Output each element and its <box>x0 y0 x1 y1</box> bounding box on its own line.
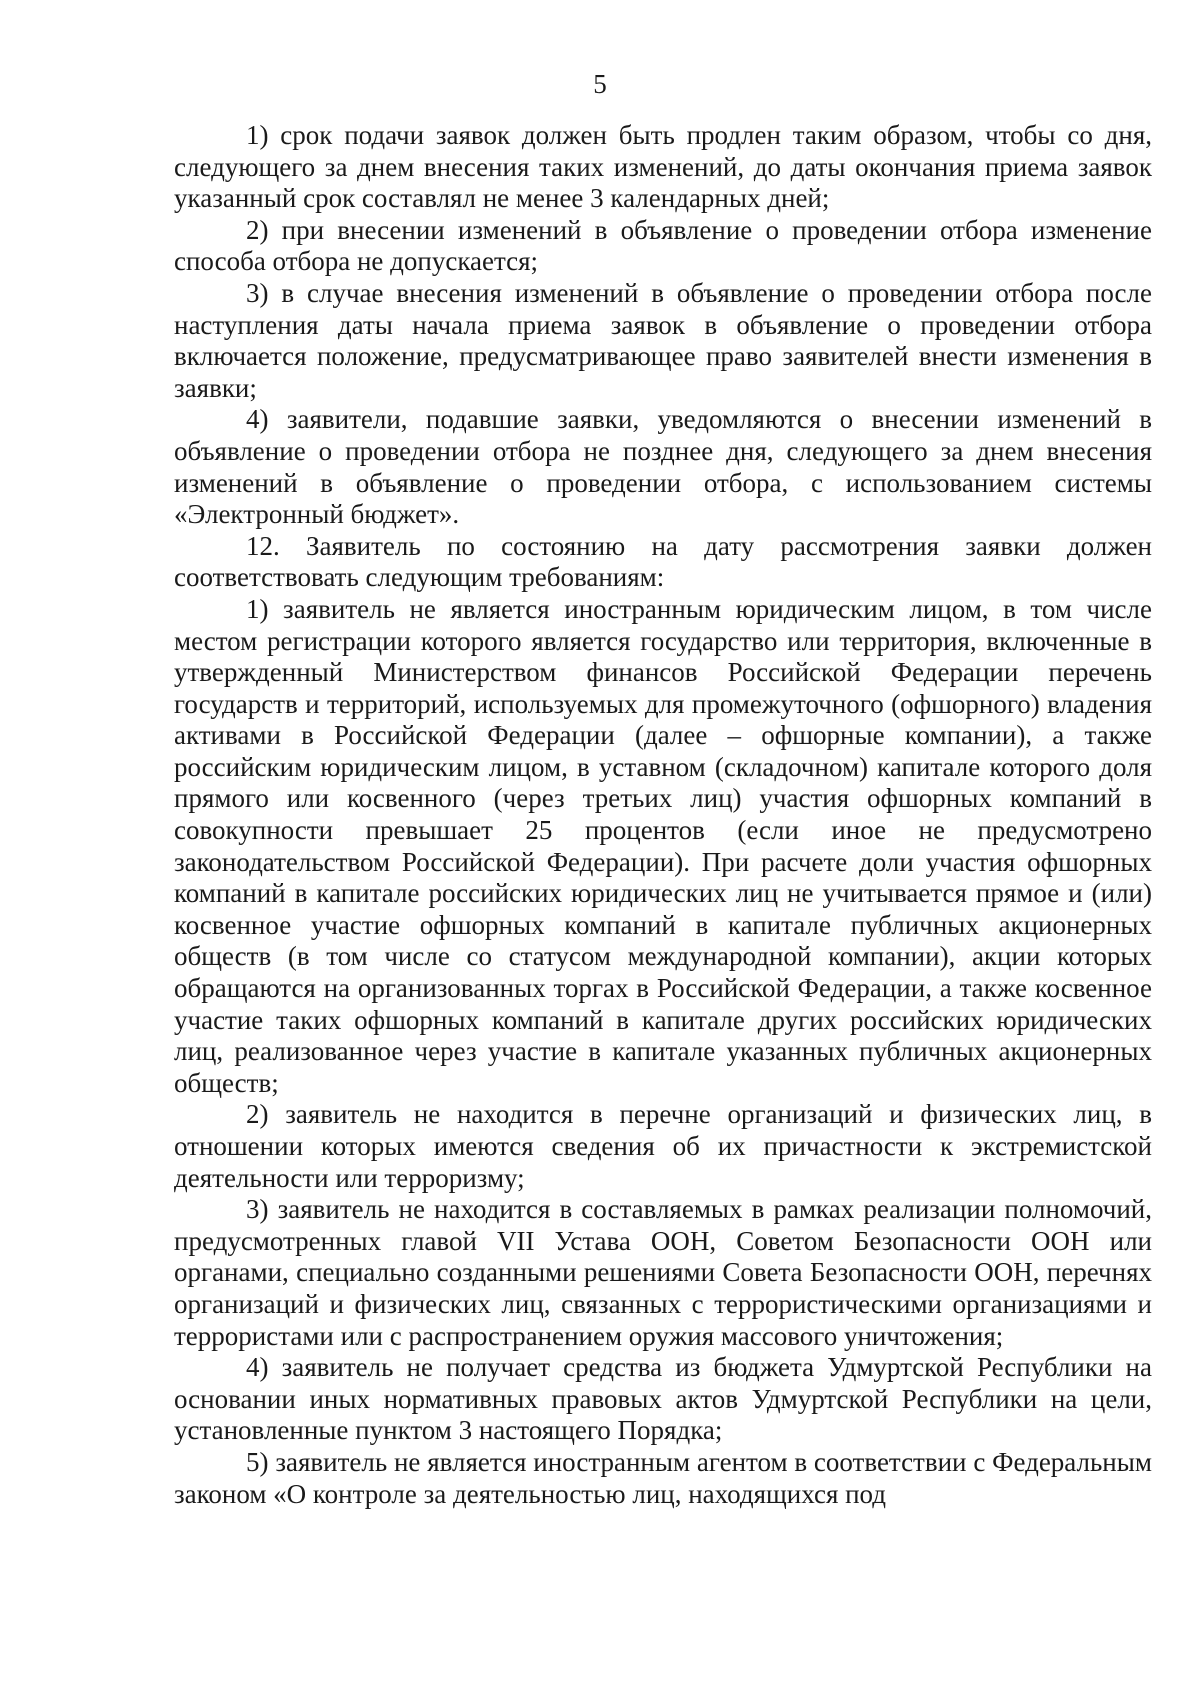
paragraph-requirement-4: 4) заявитель не получает средства из бюджета Удмуртской Республики на основании иных нормативных правовых актов Удмуртской Республики на цели, установленные пунктом 3 настоящего Порядка; <box>174 1352 1152 1446</box>
page-number: 5 <box>593 69 607 99</box>
paragraph-requirement-1: 1) заявитель не является иностранным юридическим лицом, в том числе местом регистрации которого является государство или территория, включенные в утвержденный Министерством финансов Российской Федерации перечень государств и территорий, используемых для промежуточного (офшорного) владения активами в Российской Федерации (далее – офшорные компании), а также российским юридическим лицом, в уставном (складочном) капитале которого доля прямого или косвенного (через третьих лиц) участия офшорных компаний в совокупности превышает 25 процентов (если иное не предусмотрено законодательством Российской Федерации). При расчете доли участия офшорных компаний в капитале российских юридических лиц не учитывается прямое и (или) косвенное участие офшорных компаний в капитале публичных акционерных обществ (в том числе со статусом международной компании), акции которых обращаются на организованных торгах в Российской Федерации, а также косвенное участие таких офшорных компаний в капитале других российских юридических лиц, реализованное через участие в капитале указанных публичных акционерных обществ; <box>174 593 1152 1098</box>
paragraph-section-12: 12. Заявитель по состоянию на дату рассмотрения заявки должен соответствовать следующим требованиям: <box>174 530 1152 593</box>
paragraph-requirement-5: 5) заявитель не является иностранным агентом в соответствии с Федеральным законом «О контроле за деятельностью лиц, находящихся под <box>174 1446 1152 1509</box>
paragraph-deadline-extension: 1) срок подачи заявок должен быть продлен таким образом, чтобы со дня, следующего за днем внесения таких изменений, до даты окончания приема заявок указанный срок составлял не менее 3 календарных дней; <box>174 120 1152 214</box>
document-body <box>174 120 1152 1510</box>
paragraph-requirement-2: 2) заявитель не находится в перечне организаций и физических лиц, в отношении которых имеются сведения об их причастности к экстремистской деятельности или терроризму; <box>174 1099 1152 1193</box>
paragraph-application-changes: 3) в случае внесения изменений в объявление о проведении отбора после наступления даты начала приема заявок в объявление о проведении отбора включается положение, предусматривающее право заявителей внести изменения в заявки; <box>174 277 1152 403</box>
paragraph-requirement-3: 3) заявитель не находится в составляемых в рамках реализации полномочий, предусмотренных главой VII Устава ООН, Советом Безопасности ООН или органами, специально созданными решениями Совета Безопасности ООН, перечнях организаций и физических лиц, связанных с террористическими организациями и террористами или с распространением оружия массового уничтожения; <box>174 1194 1152 1351</box>
paragraph-applicant-notification: 4) заявители, подавшие заявки, уведомляются о внесении изменений в объявление о проведении отбора не позднее дня, следующего за днем внесения изменений в объявление о проведении отбора, с использованием системы «Электронный бюджет». <box>174 404 1152 530</box>
paragraph-selection-method: 2) при внесении изменений в объявление о проведении отбора изменение способа отбора не допускается; <box>174 214 1152 277</box>
